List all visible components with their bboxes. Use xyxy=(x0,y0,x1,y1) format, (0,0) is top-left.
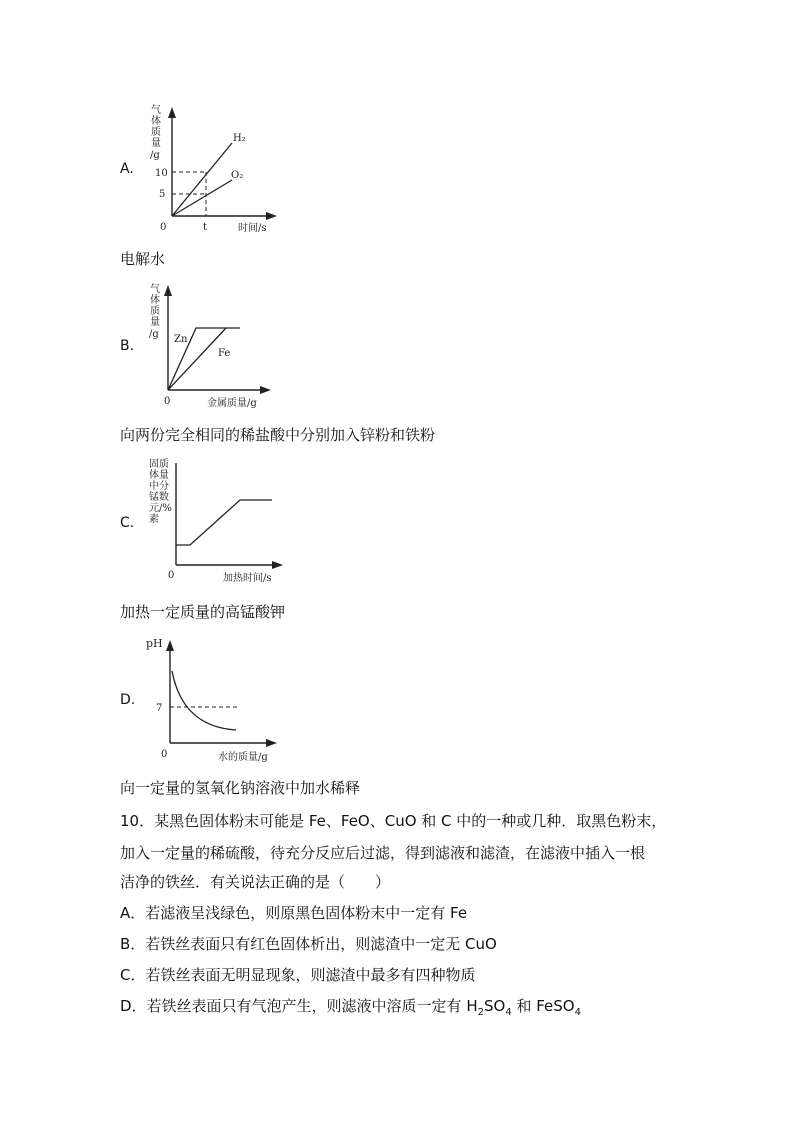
graph-a-ylabel xyxy=(150,104,161,161)
graph-d-curve-ph xyxy=(172,671,236,730)
graph-c-ylabel-row: 固质 xyxy=(149,459,169,470)
option-a-caption: 电解水 xyxy=(120,250,166,268)
graph-a-xlabel: 时间/s xyxy=(238,223,267,234)
question-10-choice-c: C．若铁丝表面无明显现象，则滤渣中最多有四种物质 xyxy=(120,966,476,984)
question-10-choice-d xyxy=(120,996,581,1023)
graph-d-xlabel: 水的质量/g xyxy=(218,752,268,763)
graph-a-y-arrow xyxy=(168,107,176,118)
graph-b-x-arrow xyxy=(260,386,271,394)
question-10-choice-a: A．若滤液呈浅绿色，则原黑色固体粉末中一定有 Fe xyxy=(120,904,468,922)
graph-b-origin: 0 xyxy=(164,396,171,407)
graph-b-y-arrow xyxy=(164,285,172,296)
graph-c-ylabel-row: 中分 xyxy=(149,481,169,492)
graph-c-ylabel-row: 元/% xyxy=(149,503,172,514)
graph-b-xlabel: 金属质量/g xyxy=(207,398,257,409)
option-d-letter: D. xyxy=(120,692,136,708)
graph-a-ytick-5: 5 xyxy=(159,189,166,200)
graph-a-origin: 0 xyxy=(160,222,167,233)
graph-b-label-fe: Fe xyxy=(218,348,231,359)
graph-c-xlabel: 加热时间/s xyxy=(223,573,272,584)
option-c-letter: C. xyxy=(120,515,135,531)
graph-d-ytick-7: 7 xyxy=(156,703,163,714)
choice-d-text: D．若铁丝表面只有气泡产生，则滤液中溶质一定有 xyxy=(120,997,467,1015)
graph-a-ylabel-char: /g xyxy=(150,150,160,161)
graph-d-y-arrow xyxy=(166,640,174,651)
graph-a-line-h2 xyxy=(172,143,232,216)
graph-b-ylabel-char: /g xyxy=(149,329,159,340)
question-10-line-2: 加入一定量的稀硫酸，待充分反应后过滤，得到滤液和滤渣，在滤液中插入一根 xyxy=(120,844,646,862)
option-a-letter: A. xyxy=(120,161,134,177)
graph-a-x-arrow xyxy=(266,212,277,220)
graph-a-ytick-10: 10 xyxy=(155,168,168,179)
question-10-line-3: 洁净的铁丝．有关说法正确的是（ ） xyxy=(120,873,391,891)
graph-b-label-zn: Zn xyxy=(174,334,188,345)
graph-c-ylabel xyxy=(149,457,172,525)
option-d-caption: 向一定量的氢氧化钠溶液中加水稀释 xyxy=(120,779,361,797)
graph-c-ylabel-row: 体量 xyxy=(149,470,169,481)
graph-c-x-arrow xyxy=(272,561,283,569)
graph-b-ylabel-char: 气 xyxy=(150,284,160,295)
option-c-caption: 加热一定质量的高锰酸钾 xyxy=(120,603,286,621)
graph-a-ylabel-char: 体 xyxy=(151,116,161,127)
graph-c-kmno4 xyxy=(140,455,285,585)
graph-b-ylabel-char: 体 xyxy=(150,295,160,306)
graph-d-origin: 0 xyxy=(161,749,168,760)
graph-d-x-arrow xyxy=(266,739,277,747)
graph-b-ylabel-char: 量 xyxy=(150,317,160,328)
graph-a-ylabel-char: 气 xyxy=(151,105,161,116)
graph-a-ylabel-char: 量 xyxy=(151,138,161,149)
graph-c-ylabel-row: 素 xyxy=(149,514,159,525)
formula-h2so4: $H_2SO_4$ xyxy=(466,997,512,1018)
graph-d-ph-dilution xyxy=(140,633,285,763)
graph-c-ylabel-row: 锰数 xyxy=(149,492,169,503)
graph-c-origin: 0 xyxy=(168,570,175,581)
option-b-caption: 向两份完全相同的稀盐酸中分别加入锌粉和铁粉 xyxy=(120,426,436,444)
graph-a-xtick-t: t xyxy=(203,222,208,233)
formula-feso4: FeSO$_4$ xyxy=(536,997,581,1018)
question-10-line-1: 10．某黑色固体粉末可能是 Fe、FeO、CuO 和 C 中的一种或几种．取黑色粉末， xyxy=(120,812,667,830)
graph-a-label-o2: O₂ xyxy=(231,170,244,181)
graph-c-line-mn-fraction xyxy=(176,500,272,545)
question-10-choice-b: B．若铁丝表面只有红色固体析出，则滤渣中一定无 CuO xyxy=(120,935,497,953)
graph-d-ylabel: pH xyxy=(146,637,163,650)
graph-b-metal-acid xyxy=(140,280,275,410)
graph-a-ylabel-char: 质 xyxy=(151,127,161,138)
graph-a-line-o2 xyxy=(172,180,232,216)
option-b-letter: B. xyxy=(120,338,135,354)
graph-b-ylabel xyxy=(149,283,160,340)
graph-b-ylabel-char: 质 xyxy=(150,306,160,317)
graph-a-label-h2: H₂ xyxy=(233,133,246,144)
choice-d-joiner: 和 xyxy=(511,997,537,1015)
graph-a-electrolysis xyxy=(140,100,285,235)
